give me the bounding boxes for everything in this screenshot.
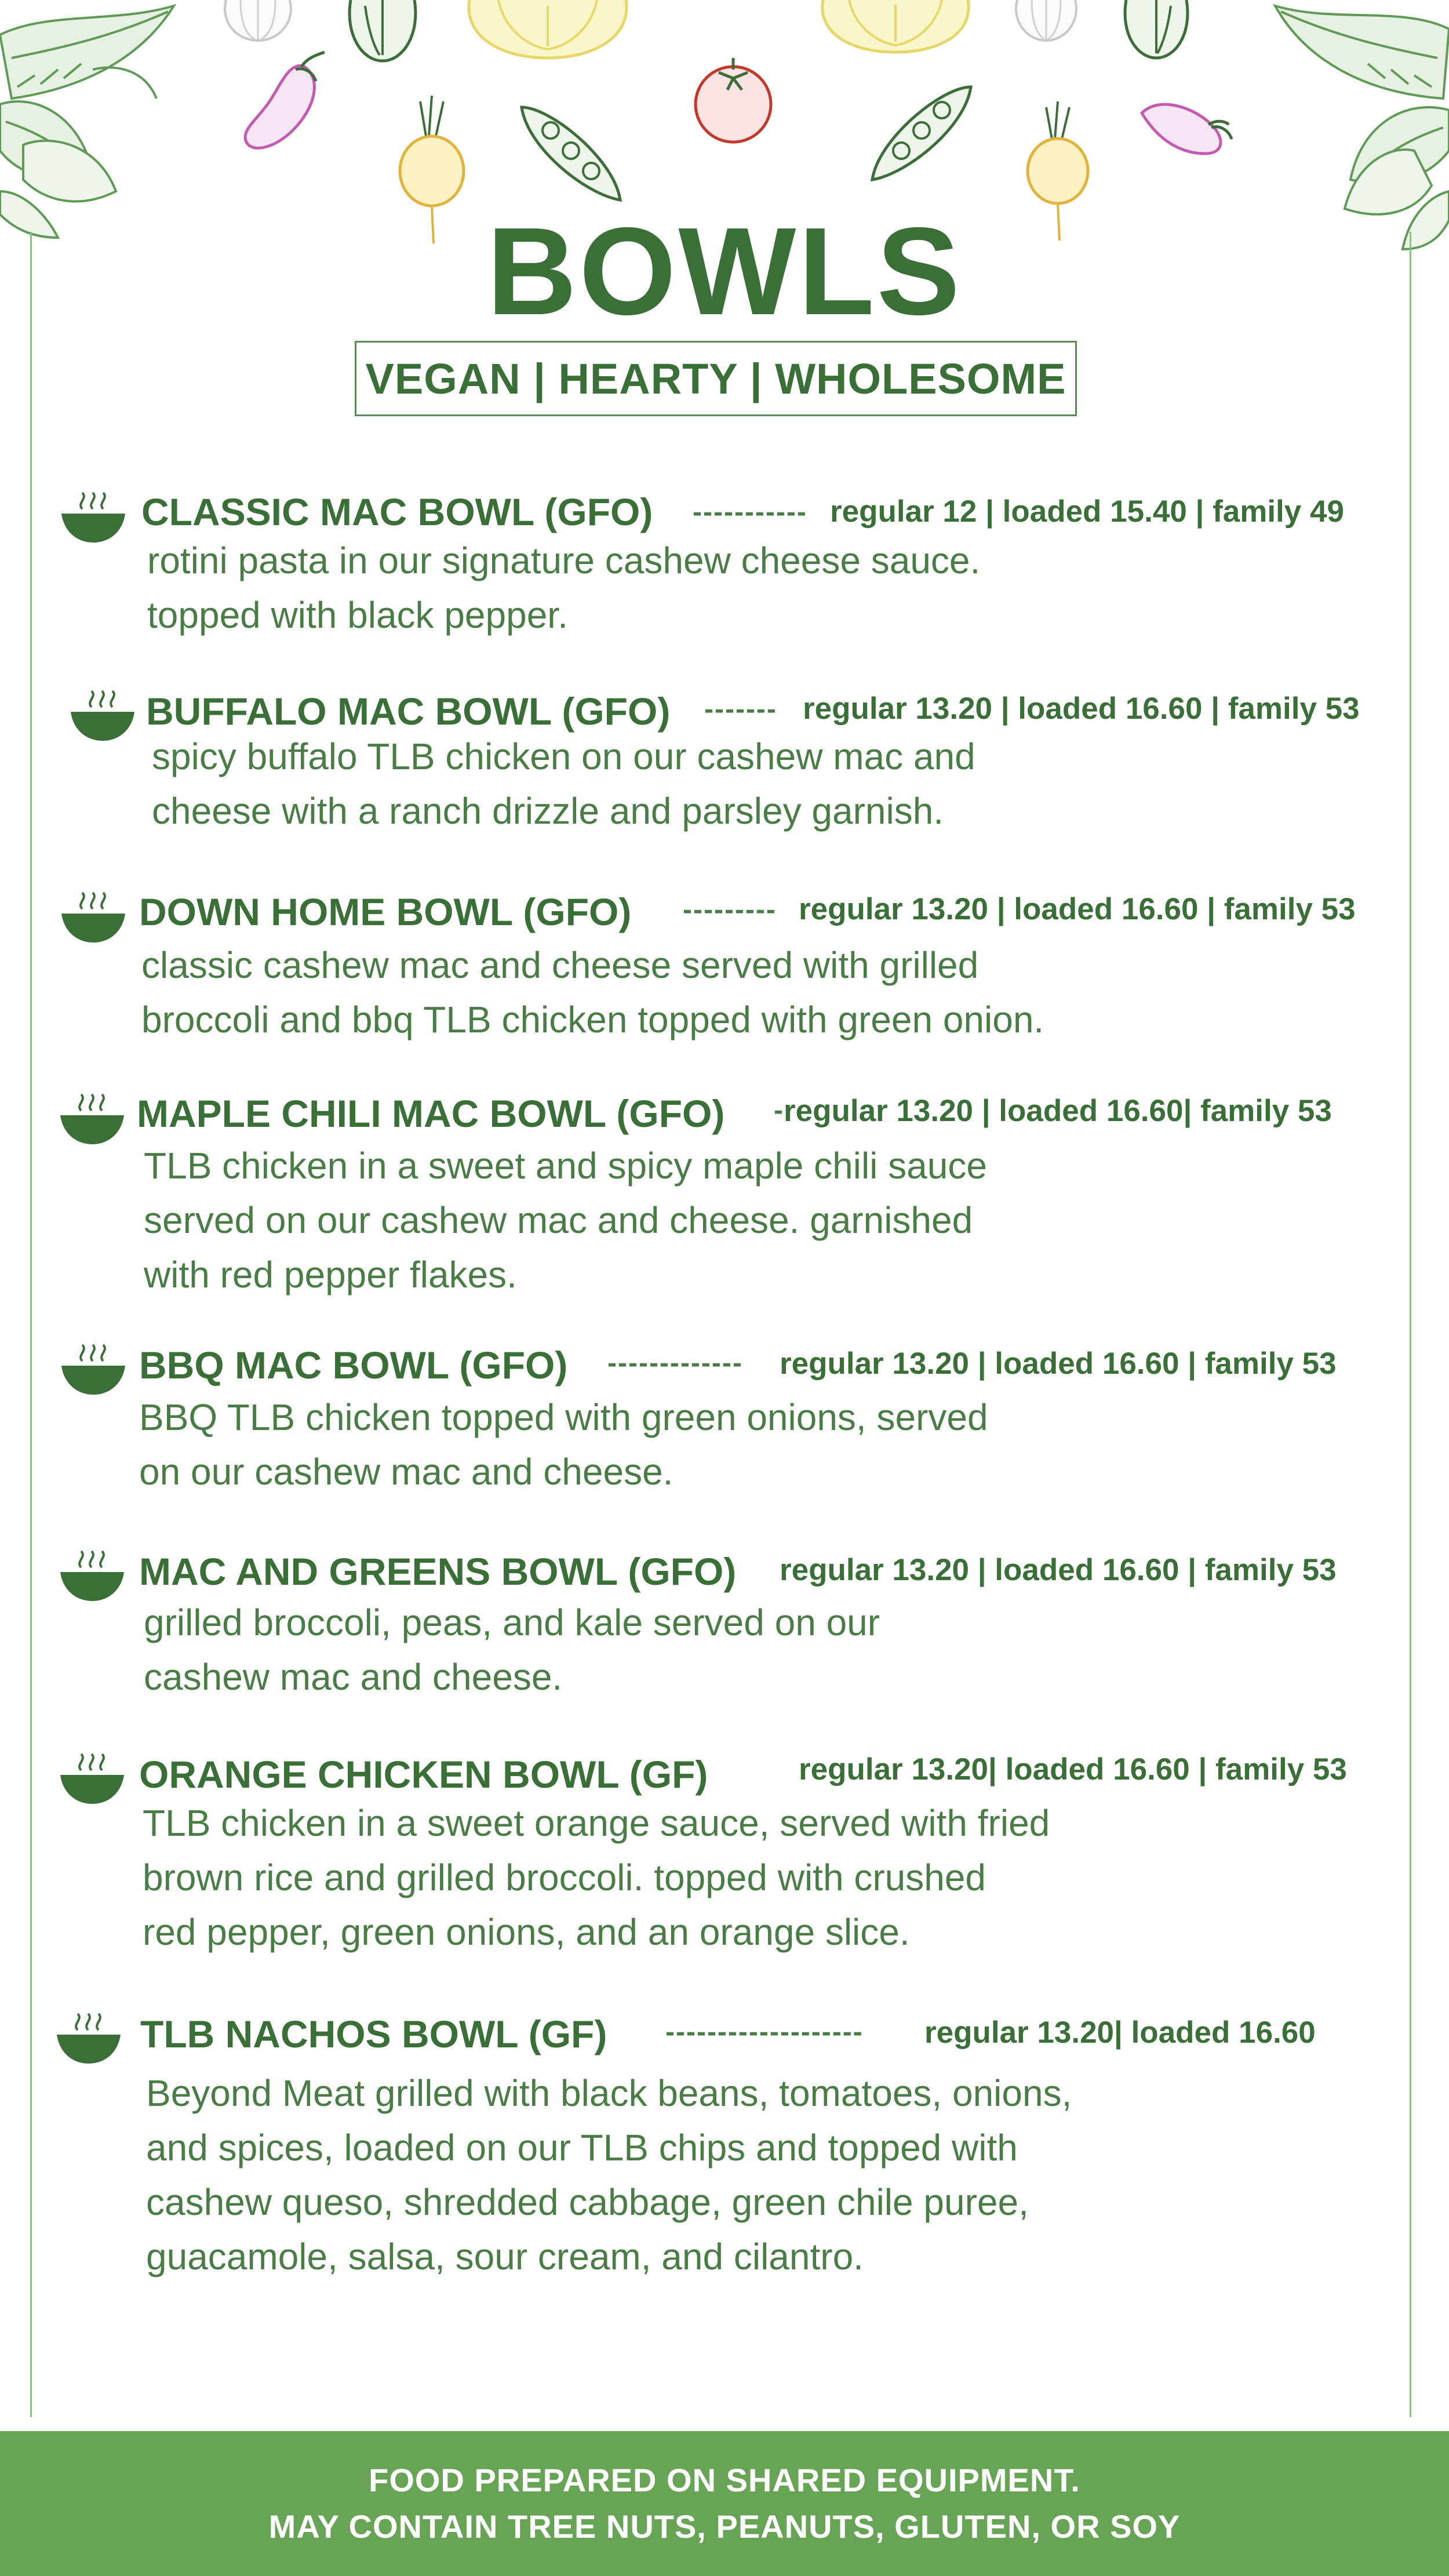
- item-price: regular 13.20 | loaded 16.60 | family 53: [803, 692, 1360, 726]
- item-description-line: BBQ TLB chicken topped with green onions, served: [139, 1396, 988, 1438]
- right-border-rule: [1410, 232, 1411, 2417]
- item-description-line: topped with black pepper.: [147, 594, 568, 636]
- page-subtitle: VEGAN | HEARTY | WHOLESOME: [365, 354, 1066, 403]
- item-leader-dashes: -------------------: [665, 2017, 864, 2047]
- garlic-icon: [1009, 0, 1084, 46]
- left-border-rule: [30, 232, 32, 2417]
- item-description-line: red pepper, green onions, and an orange slice.: [143, 1911, 910, 1953]
- subtitle-box: [355, 341, 1077, 416]
- item-name: CLASSIC MAC BOWL (GFO): [141, 490, 653, 533]
- item-description-line: rotini pasta in our signature cashew cheese sauce.: [147, 540, 981, 581]
- soup-bowl-icon: [68, 687, 137, 743]
- item-price: regular 13.20| loaded 16.60 | family 53: [799, 1752, 1347, 1787]
- item-name: ORANGE CHICKEN BOWL (GF): [139, 1753, 708, 1796]
- item-name: MAPLE CHILI MAC BOWL (GFO): [137, 1092, 725, 1135]
- item-description-line: with red pepper flakes.: [144, 1254, 517, 1296]
- pepper-icon: [1116, 0, 1197, 67]
- soup-bowl-icon: [59, 1341, 128, 1397]
- footer-line-1: FOOD PREPARED ON SHARED EQUIPMENT.: [369, 2462, 1080, 2498]
- item-leader-dashes: -------------: [607, 1348, 743, 1378]
- item-description-line: TLB chicken in a sweet orange sauce, served with fried: [143, 1802, 1050, 1844]
- pea-pod-icon: [867, 81, 977, 185]
- item-name: TLB NACHOS BOWL (GF): [140, 2013, 607, 2055]
- soup-bowl-icon: [59, 889, 128, 945]
- footer-line-2: MAY CONTAIN TREE NUTS, PEANUTS, GLUTEN, OR SOY: [268, 2508, 1181, 2545]
- item-description-line: spicy buffalo TLB chicken on our cashew mac and: [152, 736, 975, 777]
- item-price: regular 12 | loaded 15.40 | family 49: [830, 494, 1344, 529]
- item-description-line: guacamole, salsa, sour cream, and cilantro.: [146, 2236, 864, 2277]
- item-description-line: cheese with a ranch drizzle and parsley garnish.: [152, 790, 944, 832]
- item-leader-dashes: -: [774, 1095, 784, 1126]
- item-name: MAC AND GREENS BOWL (GFO): [139, 1550, 737, 1593]
- pea-pod-icon: [516, 96, 626, 206]
- item-description-line: grilled broccoli, peas, and kale served on our: [144, 1602, 880, 1643]
- item-price: regular 13.20 | loaded 16.60 | family 53: [799, 892, 1356, 926]
- pepper-icon: [339, 0, 426, 70]
- item-description-line: cashew mac and cheese.: [144, 1656, 563, 1698]
- item-description-line: on our cashew mac and cheese.: [139, 1451, 673, 1493]
- page-title: BOWLS: [486, 201, 963, 341]
- item-description-line: and spices, loaded on our TLB chips and topped with: [146, 2127, 1018, 2169]
- eggplant-icon: [1130, 90, 1235, 165]
- item-description-line: served on our cashew mac and cheese. garnished: [144, 1199, 973, 1241]
- item-description-line: broccoli and bbq TLB chicken topped with green onion.: [141, 999, 1044, 1040]
- soup-bowl-icon: [54, 2010, 123, 2066]
- item-leader-dashes: -------: [704, 694, 777, 725]
- item-price: regular 13.20 | loaded 16.60| family 53: [784, 1094, 1332, 1128]
- soup-bowl-icon: [59, 489, 128, 545]
- item-price: regular 13.20 | loaded 16.60 | family 53: [780, 1347, 1337, 1381]
- soup-bowl-icon: [58, 1091, 126, 1147]
- item-leader-dashes: -----------: [693, 497, 807, 527]
- item-description-line: cashew queso, shredded cabbage, green chile puree,: [146, 2181, 1029, 2223]
- cabbage-icon: [817, 0, 974, 58]
- eggplant-icon: [235, 49, 333, 159]
- item-name: BBQ MAC BOWL (GFO): [139, 1344, 568, 1387]
- item-name: BUFFALO MAC BOWL (GFO): [146, 690, 671, 733]
- cabbage-icon: [464, 0, 632, 64]
- item-price: regular 13.20 | loaded 16.60 | family 53: [780, 1553, 1337, 1587]
- item-description-line: classic cashew mac and cheese served with grilled: [141, 944, 979, 986]
- garlic-icon: [214, 0, 301, 46]
- item-leader-dashes: ---------: [683, 894, 777, 925]
- soup-bowl-icon: [58, 1548, 126, 1603]
- item-description-line: TLB chicken in a sweet and spicy maple chili sauce: [144, 1145, 987, 1187]
- item-description-line: Beyond Meat grilled with black beans, tomatoes, onions,: [146, 2072, 1072, 2114]
- item-price: regular 13.20| loaded 16.60: [924, 2015, 1316, 2050]
- soup-bowl-icon: [58, 1751, 126, 1806]
- leaf-cluster-left-icon: [0, 0, 197, 243]
- tomato-icon: [687, 55, 780, 148]
- allergen-footer: [0, 2431, 1449, 2576]
- item-description-line: brown rice and grilled broccoli. topped with crushed: [143, 1857, 986, 1898]
- item-name: DOWN HOME BOWL (GFO): [139, 890, 632, 933]
